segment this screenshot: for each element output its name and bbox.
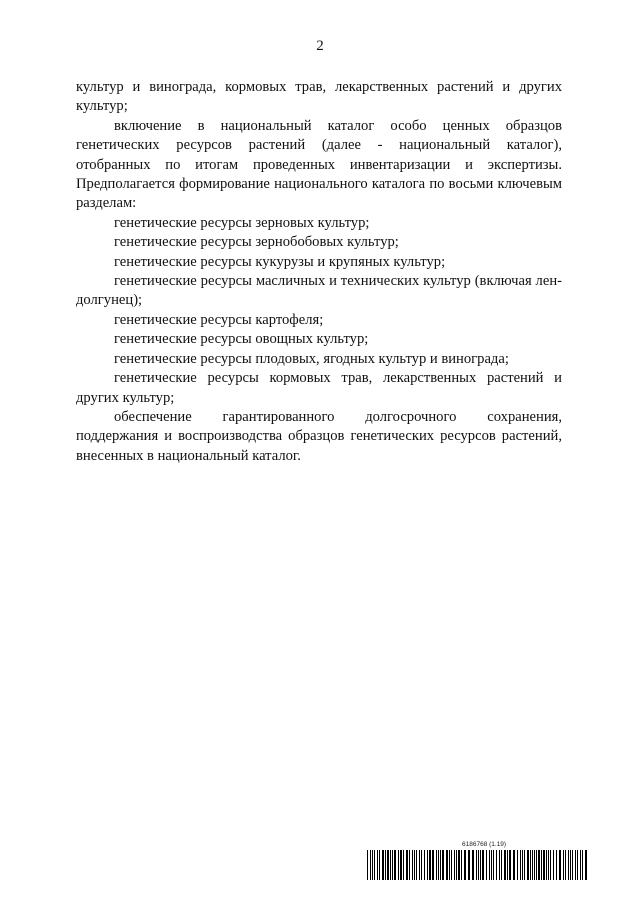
barcode-bar (493, 850, 494, 880)
barcode-bar (507, 850, 508, 880)
list-item-legume: генетические ресурсы зернобобовых культур; (114, 234, 399, 251)
barcode-bar (532, 850, 533, 880)
document-body (76, 78, 562, 466)
barcode-bar (449, 850, 450, 880)
barcode-bar (509, 850, 511, 880)
list-item-corn: генетические ресурсы кукурузы и крупяных культур; (114, 253, 446, 270)
barcode-bar (372, 850, 373, 880)
list-item-forage: генетические ресурсы кормовых трав, лекарственных растений и других культур; (76, 370, 562, 406)
barcode-bar (570, 850, 571, 880)
barcode-bar (461, 850, 462, 880)
barcode-bar (412, 850, 413, 880)
barcode-bar (432, 850, 434, 880)
page-number: 2 (316, 38, 324, 54)
barcode-bar (440, 850, 441, 880)
barcode-bar (486, 850, 487, 880)
barcode-bar (414, 850, 415, 880)
barcode-bar (476, 850, 477, 880)
barcode-bar (458, 850, 460, 880)
barcode-bar (406, 850, 408, 880)
list-item-fruit: генетические ресурсы плодовых, ягодных культур и винограда; (114, 350, 509, 367)
barcode-bar (543, 850, 545, 880)
barcode-bar (392, 850, 393, 880)
barcode-bar (468, 850, 470, 880)
barcode-bar (496, 850, 497, 880)
barcode-bar (527, 850, 529, 880)
barcode-bar (480, 850, 481, 880)
barcode-bar (522, 850, 523, 880)
barcode-bar (454, 850, 455, 880)
barcode-bar (446, 850, 448, 880)
barcode-bar (534, 850, 535, 880)
barcode-bar (419, 850, 420, 880)
barcode-bar (577, 850, 578, 880)
barcode-bar (403, 850, 404, 880)
barcode-bar (491, 850, 492, 880)
barcode-bar (517, 850, 518, 880)
barcode-bars (367, 850, 589, 880)
barcode-bar (436, 850, 437, 880)
barcode-bar (382, 850, 384, 880)
barcode-bar (370, 850, 371, 880)
barcode-bar (421, 850, 422, 880)
barcode-bar (427, 850, 428, 880)
barcode-bar (390, 850, 391, 880)
barcode-bar (394, 850, 396, 880)
barcode-bar (438, 850, 439, 880)
barcode-bar (563, 850, 564, 880)
barcode-bar (416, 850, 417, 880)
barcode-bar (442, 850, 444, 880)
barcode-bar (377, 850, 378, 880)
barcode-bar (513, 850, 515, 880)
barcode-bar (387, 850, 389, 880)
barcode-bar (409, 850, 410, 880)
barcode-bar (541, 850, 542, 880)
barcode-bar (374, 850, 375, 880)
barcode-bar (572, 850, 573, 880)
barcode-bar (400, 850, 402, 880)
barcode-bar (499, 850, 500, 880)
barcode-bar (568, 850, 569, 880)
paragraph-catalog-inclusion: включение в национальный каталог особо ценных образцов генетических ресурсов растений (далее - национальный каталог), отобранных по итогам проведенных инвентаризации и экспертизы. Предполагается формирование национального каталога по восьми ключевым разделам: (76, 117, 562, 212)
barcode-bar (379, 850, 380, 880)
barcode-bar (489, 850, 490, 880)
paragraph-continued: культур и винограда, кормовых трав, лекарственных растений и других культур; (76, 79, 562, 115)
barcode-bar (582, 850, 583, 880)
barcode (367, 841, 589, 881)
barcode-bar (504, 850, 506, 880)
barcode-bar (520, 850, 521, 880)
barcode-bar (464, 850, 466, 880)
barcode-bar (385, 850, 386, 880)
barcode-bar (565, 850, 566, 880)
barcode-bar (553, 850, 554, 880)
barcode-bar (538, 850, 540, 880)
barcode-bar (478, 850, 479, 880)
list-item-oilseed: генетические ресурсы масличных и технических культур (включая лен-долгунец); (76, 273, 562, 309)
barcode-bar (575, 850, 576, 880)
barcode-bar (524, 850, 525, 880)
barcode-bar (367, 850, 368, 880)
barcode-bar (482, 850, 484, 880)
barcode-caption: 6186768 (1.19) (462, 841, 507, 848)
barcode-bar (530, 850, 531, 880)
barcode-bar (456, 850, 457, 880)
barcode-bar (550, 850, 551, 880)
barcode-bar (429, 850, 431, 880)
barcode-bar (556, 850, 557, 880)
barcode-bar (548, 850, 549, 880)
barcode-bar (536, 850, 537, 880)
barcode-bar (451, 850, 452, 880)
barcode-bar (472, 850, 474, 880)
barcode-bar (398, 850, 399, 880)
list-item-vegetable: генетические ресурсы овощных культур; (114, 331, 369, 348)
barcode-bar (501, 850, 502, 880)
paragraph-preservation: обеспечение гарантированного долгосрочного сохранения, поддержания и воспроизводства образцов генетических ресурсов растений, внесенных в национальный каталог. (76, 408, 562, 464)
list-item-grain: генетические ресурсы зерновых культур; (114, 214, 370, 231)
barcode-bar (546, 850, 547, 880)
barcode-bar (559, 850, 561, 880)
barcode-bar (424, 850, 425, 880)
list-item-potato: генетические ресурсы картофеля; (114, 311, 324, 328)
barcode-bar (585, 850, 587, 880)
barcode-bar (580, 850, 581, 880)
